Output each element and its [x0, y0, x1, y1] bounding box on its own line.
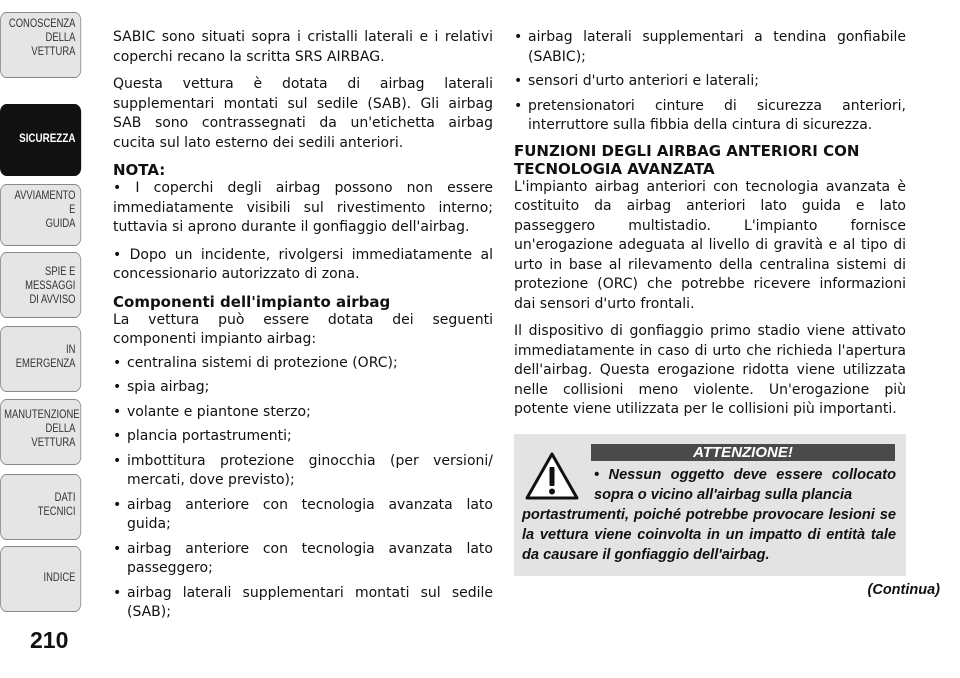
tab-label: MANUTENZIONE	[4, 409, 80, 421]
tab-manutenzione[interactable]	[0, 399, 81, 465]
tab-spie[interactable]	[0, 252, 81, 318]
tab-emergenza[interactable]	[0, 326, 81, 392]
tab-label: INDICE	[43, 572, 76, 584]
tab-label: DI AVVISO	[29, 294, 76, 306]
nota-heading: NOTA:	[113, 161, 166, 179]
tab-label: DELLA	[45, 423, 76, 435]
list-item: • volante e piantone sterzo;	[113, 403, 493, 423]
section-heading: Componenti dell'impianto airbag	[113, 292, 391, 311]
tab-label: TECNICI	[37, 506, 76, 518]
warning-box	[514, 434, 906, 576]
component-list	[113, 354, 493, 623]
list-item: • centralina sistemi di protezione (ORC);	[113, 354, 493, 374]
paragraph: Questa vettura è dotata di airbag laterali supplementari montati sul sedile (SAB). Gli airbag SAB sono contrassegnati da un'etichetta airbag cucita sul lato esterno dei sedili anteriori.	[113, 76, 493, 151]
list-item: • plancia portastrumenti;	[113, 427, 493, 447]
list-item: • airbag anteriore con tecnologia avanzata lato passeggero;	[113, 540, 493, 579]
tab-label: DELLA	[45, 32, 76, 44]
list-item: • spia airbag;	[113, 378, 493, 398]
tab-conoscenza[interactable]	[0, 12, 81, 78]
tab-sicurezza[interactable]	[0, 104, 81, 176]
warning-title: ATTENZIONE!	[693, 444, 793, 461]
tab-label: SICUREZZA	[19, 131, 76, 145]
tab-label: IN	[66, 344, 76, 356]
page-number: 210	[30, 627, 69, 653]
tab-label: GUIDA	[45, 218, 76, 230]
tab-dati[interactable]	[0, 474, 81, 540]
tab-label: CONOSCENZA	[8, 18, 76, 30]
right-column	[514, 28, 906, 428]
tab-label: DATI	[54, 492, 76, 504]
list-item: • airbag laterali supplementari a tendina gonfiabile (SABIC);	[514, 28, 906, 67]
tab-avviamento[interactable]	[0, 184, 81, 246]
paragraph: Il dispositivo di gonfiaggio primo stadio viene attivato immediatamente in caso di urto che richieda l'apertura dell'airbag. Questa erogazione ridotta viene utilizzata nelle collisioni meno violente. Un'erogazione più potente viene utilizzata per le collisioni più importanti.	[514, 323, 906, 417]
section-heading: FUNZIONI DEGLI AIRBAG ANTERIORI CON TECNOLOGIA AVANZATA	[514, 141, 860, 178]
warning-text	[522, 465, 896, 565]
tab-label: SPIE E	[45, 266, 76, 278]
paragraph: SABIC sono situati sopra i cristalli laterali e i relativi coperchi recano la scritta SRS AIRBAG.	[113, 29, 493, 65]
list-item: • pretensionatori cinture di sicurezza anteriori, interruttore sulla fibbia della cintura di sicurezza.	[514, 97, 906, 136]
warning-rest: portastrumenti, poiché potrebbe provocare lesioni se la vettura viene coinvolta in un impatto di entità tale da causare il gonfiaggio dell'airbag.	[522, 507, 896, 563]
list-item: • airbag laterali supplementari montati sul sedile (SAB);	[113, 584, 493, 623]
tab-label: E	[69, 204, 76, 216]
nota-item: • I coperchi degli airbag possono non essere immediatamente visibili sul rivestimento interno; tuttavia si aprono durante il gonfiaggio dell'airbag.	[113, 180, 493, 235]
left-column	[113, 28, 493, 628]
paragraph: La vettura può essere dotata dei seguenti componenti impianto airbag:	[113, 311, 493, 347]
tab-label: VETTURA	[31, 437, 76, 449]
continua-label: (Continua)	[867, 582, 940, 598]
list-item: • sensori d'urto anteriori e laterali;	[514, 72, 906, 92]
tab-indice[interactable]	[0, 546, 81, 612]
warning-first-line: • Nessun oggetto deve essere collocato sopra o vicino all'airbag sulla plancia	[594, 467, 896, 503]
tab-label: EMERGENZA	[15, 358, 76, 370]
tab-label: MESSAGGI	[25, 280, 76, 292]
component-list-continued	[514, 28, 906, 136]
paragraph: L'impianto airbag anteriori con tecnologia avanzata è costituito da airbag anteriori lato guida e lato passeggero multistadio. L'impianto fornisce un'erogazione adeguata al livello di gravità e al tipo di urto in base al rilevamento della centralina sistemi di protezione (ORC) che potrebbe ricevere informazioni dai sensori d'urto frontali.	[514, 178, 906, 312]
list-item: • imbottitura protezione ginocchia (per versioni/ mercati, dove previsto);	[113, 452, 493, 491]
nota-item: • Dopo un incidente, rivolgersi immediatamente al concessionario autorizzato di zona.	[113, 246, 493, 282]
tab-label: VETTURA	[31, 46, 76, 58]
list-item: • airbag anteriore con tecnologia avanzata lato guida;	[113, 496, 493, 535]
tab-label: AVVIAMENTO	[14, 190, 76, 202]
warning-title-bar	[591, 444, 895, 461]
